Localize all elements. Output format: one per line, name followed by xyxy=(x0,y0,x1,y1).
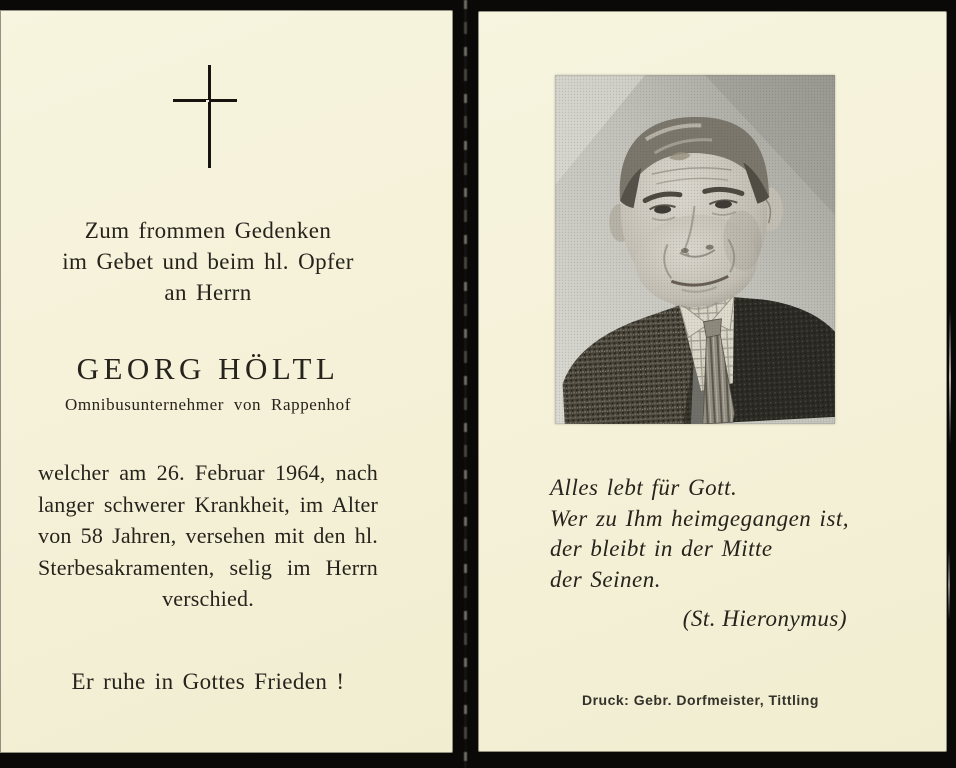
portrait-photo xyxy=(555,75,835,424)
cross-intersection-nick xyxy=(206,100,209,102)
scan-scratch-mark xyxy=(948,550,950,620)
deceased-name: GEORG HÖLTL xyxy=(76,351,340,386)
quote-line: Alles lebt für Gott. xyxy=(550,475,738,500)
intro-line: im Gebet und beim hl. Opfer xyxy=(62,249,354,274)
scan-fold-line xyxy=(464,0,467,768)
cross-vertical-bar xyxy=(208,65,211,168)
deceased-occupation: Omnibusunternehmer von Rappenhof xyxy=(64,395,352,414)
obituary-paragraph xyxy=(38,457,378,615)
printer-credit: Druck: Gebr. Dorfmeister, Tittling xyxy=(582,692,819,708)
obituary-line: langer schwerer Krankheit, im Alter xyxy=(38,491,378,517)
obituary-line: welcher am 26. Februar 1964, nach xyxy=(38,460,378,485)
obituary-line: verschied. xyxy=(162,586,254,611)
intro-line: an Herrn xyxy=(164,280,252,305)
obituary-line: Sterbesakramenten, selig im Herrn xyxy=(38,554,378,580)
quote-attribution: (St. Hieronymus) xyxy=(682,606,847,631)
intro-line: Zum frommen Gedenken xyxy=(84,218,332,243)
memorial-intro xyxy=(38,215,378,308)
scan-scratch-mark xyxy=(949,310,951,445)
left-card-page xyxy=(0,10,453,753)
portrait-illustration xyxy=(555,75,835,424)
right-card-page xyxy=(478,11,947,752)
quote-line: der Seinen. xyxy=(550,566,661,592)
quote-line: Wer zu Ihm heimgegangen ist, xyxy=(550,505,850,531)
cross-icon xyxy=(173,65,237,168)
cross-horizontal-bar xyxy=(173,99,237,102)
memorial-quote xyxy=(550,473,890,595)
obituary-line: von 58 Jahren, versehen mit den hl. xyxy=(38,523,378,548)
closing-blessing: Er ruhe in Gottes Frieden ! xyxy=(71,669,345,694)
quote-line: der bleibt in der Mitte xyxy=(550,536,773,561)
halftone-overlay xyxy=(555,75,835,424)
